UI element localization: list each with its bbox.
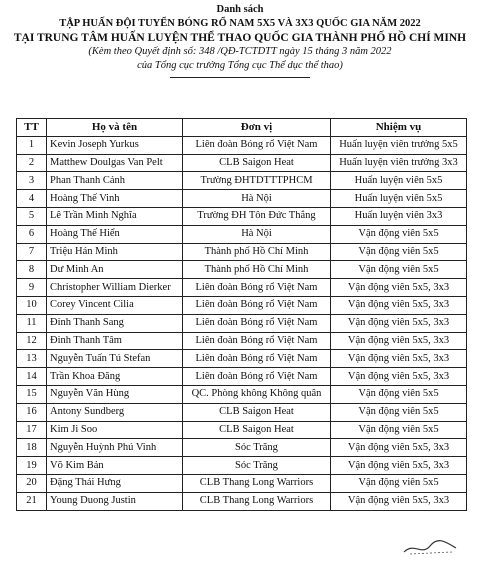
member-task: Huấn luyện viên 3x3	[331, 207, 467, 225]
member-name: Võ Kim Bản	[47, 457, 183, 475]
member-unit: Liên đoàn Bóng rổ Việt Nam	[183, 332, 331, 350]
member-unit: CLB Saigon Heat	[183, 154, 331, 172]
row-number: 1	[17, 136, 47, 154]
row-number: 14	[17, 368, 47, 386]
row-number: 6	[17, 225, 47, 243]
member-task: Huấn luyện viên 5x5	[331, 172, 467, 190]
row-number: 3	[17, 172, 47, 190]
member-name: Antony Sundberg	[47, 403, 183, 421]
table-row	[17, 136, 467, 154]
member-task: Vận động viên 5x5	[331, 261, 467, 279]
member-task: Vận động viên 5x5	[331, 385, 467, 403]
member-task: Vận động viên 5x5	[331, 225, 467, 243]
table-row	[17, 190, 467, 208]
member-task: Vận động viên 5x5, 3x3	[331, 279, 467, 297]
header-divider	[170, 77, 310, 78]
row-number: 18	[17, 439, 47, 457]
member-task: Vận động viên 5x5, 3x3	[331, 457, 467, 475]
member-name: Đinh Thanh Tâm	[47, 332, 183, 350]
column-header-task: Nhiệm vụ	[331, 119, 467, 137]
table-row	[17, 457, 467, 475]
table-row	[17, 172, 467, 190]
member-name: Hoàng Thế Vinh	[47, 190, 183, 208]
member-unit: Sóc Trăng	[183, 439, 331, 457]
row-number: 8	[17, 261, 47, 279]
row-number: 21	[17, 492, 47, 510]
row-number: 5	[17, 207, 47, 225]
row-number: 19	[17, 457, 47, 475]
member-unit: CLB Saigon Heat	[183, 403, 331, 421]
table-row	[17, 350, 467, 368]
member-task: Vận động viên 5x5, 3x3	[331, 368, 467, 386]
members-table	[16, 118, 467, 511]
table-row	[17, 296, 467, 314]
member-task: Vận động viên 5x5, 3x3	[331, 492, 467, 510]
table-row	[17, 225, 467, 243]
member-name: Đinh Thanh Sang	[47, 314, 183, 332]
member-task: Huấn luyện viên trưởng 3x3	[331, 154, 467, 172]
member-name: Christopher William Dierker	[47, 279, 183, 297]
table-row	[17, 385, 467, 403]
member-task: Vận động viên 5x5	[331, 403, 467, 421]
table-row	[17, 439, 467, 457]
member-name: Kim Ji Soo	[47, 421, 183, 439]
row-number: 13	[17, 350, 47, 368]
member-name: Đặng Thái Hưng	[47, 474, 183, 492]
document-title: Danh sách	[216, 4, 264, 15]
member-name: Lê Trần Minh Nghĩa	[47, 207, 183, 225]
member-name: Nguyễn Văn Hùng	[47, 385, 183, 403]
member-task: Vận động viên 5x5, 3x3	[331, 439, 467, 457]
member-task: Vận động viên 5x5, 3x3	[331, 296, 467, 314]
member-name: Matthew Doulgas Van Pelt	[47, 154, 183, 172]
table-row	[17, 492, 467, 510]
member-task: Vận động viên 5x5, 3x3	[331, 332, 467, 350]
row-number: 4	[17, 190, 47, 208]
column-header-tt: TT	[17, 119, 47, 137]
member-unit: Trường ĐH Tôn Đức Thắng	[183, 207, 331, 225]
member-name: Hoàng Thế Hiển	[47, 225, 183, 243]
document-heading-line-1: TẬP HUẤN ĐỘI TUYỂN BÓNG RỔ NAM 5X5 VÀ 3X3 QUỐC GIA NĂM 2022	[59, 18, 421, 29]
table-row	[17, 207, 467, 225]
member-task: Vận động viên 5x5	[331, 474, 467, 492]
member-name: Nguyễn Tuấn Tú Stefan	[47, 350, 183, 368]
member-unit: Hà Nội	[183, 190, 331, 208]
member-task: Vận động viên 5x5	[331, 421, 467, 439]
decision-reference: (Kèm theo Quyết định số: 348 /QĐ-TCTDTT ngày 15 tháng 3 năm 2022	[88, 46, 392, 57]
member-name: Triệu Hán Minh	[47, 243, 183, 261]
row-number: 7	[17, 243, 47, 261]
row-number: 17	[17, 421, 47, 439]
column-header-name: Họ và tên	[47, 119, 183, 137]
member-task: Huấn luyện viên trưởng 5x5	[331, 136, 467, 154]
member-unit: Hà Nội	[183, 225, 331, 243]
column-header-unit: Đơn vị	[183, 119, 331, 137]
member-unit: CLB Thang Long Warriors	[183, 474, 331, 492]
member-name: Phan Thanh Cảnh	[47, 172, 183, 190]
row-number: 15	[17, 385, 47, 403]
member-task: Vận động viên 5x5, 3x3	[331, 314, 467, 332]
row-number: 10	[17, 296, 47, 314]
document-heading-line-2: TẠI TRUNG TÂM HUẤN LUYỆN THỂ THAO QUỐC GIA THÀNH PHỐ HỒ CHÍ MINH	[13, 32, 467, 44]
row-number: 12	[17, 332, 47, 350]
member-unit: Liên đoàn Bóng rổ Việt Nam	[183, 368, 331, 386]
table-row	[17, 403, 467, 421]
member-name: Kevin Joseph Yurkus	[47, 136, 183, 154]
row-number: 2	[17, 154, 47, 172]
table-row	[17, 332, 467, 350]
table-row	[17, 368, 467, 386]
signature-mark	[400, 536, 460, 558]
table-header-row	[17, 119, 467, 137]
member-unit: QC. Phòng không Không quân	[183, 385, 331, 403]
member-unit: Liên đoàn Bóng rổ Việt Nam	[183, 296, 331, 314]
member-name: Nguyễn Huỳnh Phú Vinh	[47, 439, 183, 457]
member-unit: Liên đoàn Bóng rổ Việt Nam	[183, 314, 331, 332]
document-header	[0, 0, 480, 78]
member-unit: CLB Saigon Heat	[183, 421, 331, 439]
member-unit: Sóc Trăng	[183, 457, 331, 475]
row-number: 11	[17, 314, 47, 332]
member-unit: Liên đoàn Bóng rổ Việt Nam	[183, 279, 331, 297]
table-row	[17, 154, 467, 172]
member-unit: Thành phố Hồ Chí Minh	[183, 243, 331, 261]
member-unit: Liên đoàn Bóng rổ Việt Nam	[183, 350, 331, 368]
table-row	[17, 243, 467, 261]
member-name: Young Duong Justin	[47, 492, 183, 510]
member-name: Dư Minh An	[47, 261, 183, 279]
member-unit: Thành phố Hồ Chí Minh	[183, 261, 331, 279]
member-task: Vận động viên 5x5	[331, 243, 467, 261]
table-row	[17, 421, 467, 439]
row-number: 20	[17, 474, 47, 492]
row-number: 16	[17, 403, 47, 421]
member-task: Huấn luyện viên 5x5	[331, 190, 467, 208]
table-row	[17, 261, 467, 279]
member-unit: Liên đoàn Bóng rổ Việt Nam	[183, 136, 331, 154]
table-row	[17, 314, 467, 332]
table-row	[17, 474, 467, 492]
member-unit: Trường ĐHTDTTTPHCM	[183, 172, 331, 190]
member-name: Trần Khoa Đăng	[47, 368, 183, 386]
issuer-reference: của Tổng cục trưởng Tổng cục Thể dục thể thao)	[137, 60, 343, 71]
member-unit: CLB Thang Long Warriors	[183, 492, 331, 510]
member-name: Corey Vincent Cilia	[47, 296, 183, 314]
table-row	[17, 279, 467, 297]
member-task: Vận động viên 5x5, 3x3	[331, 350, 467, 368]
row-number: 9	[17, 279, 47, 297]
